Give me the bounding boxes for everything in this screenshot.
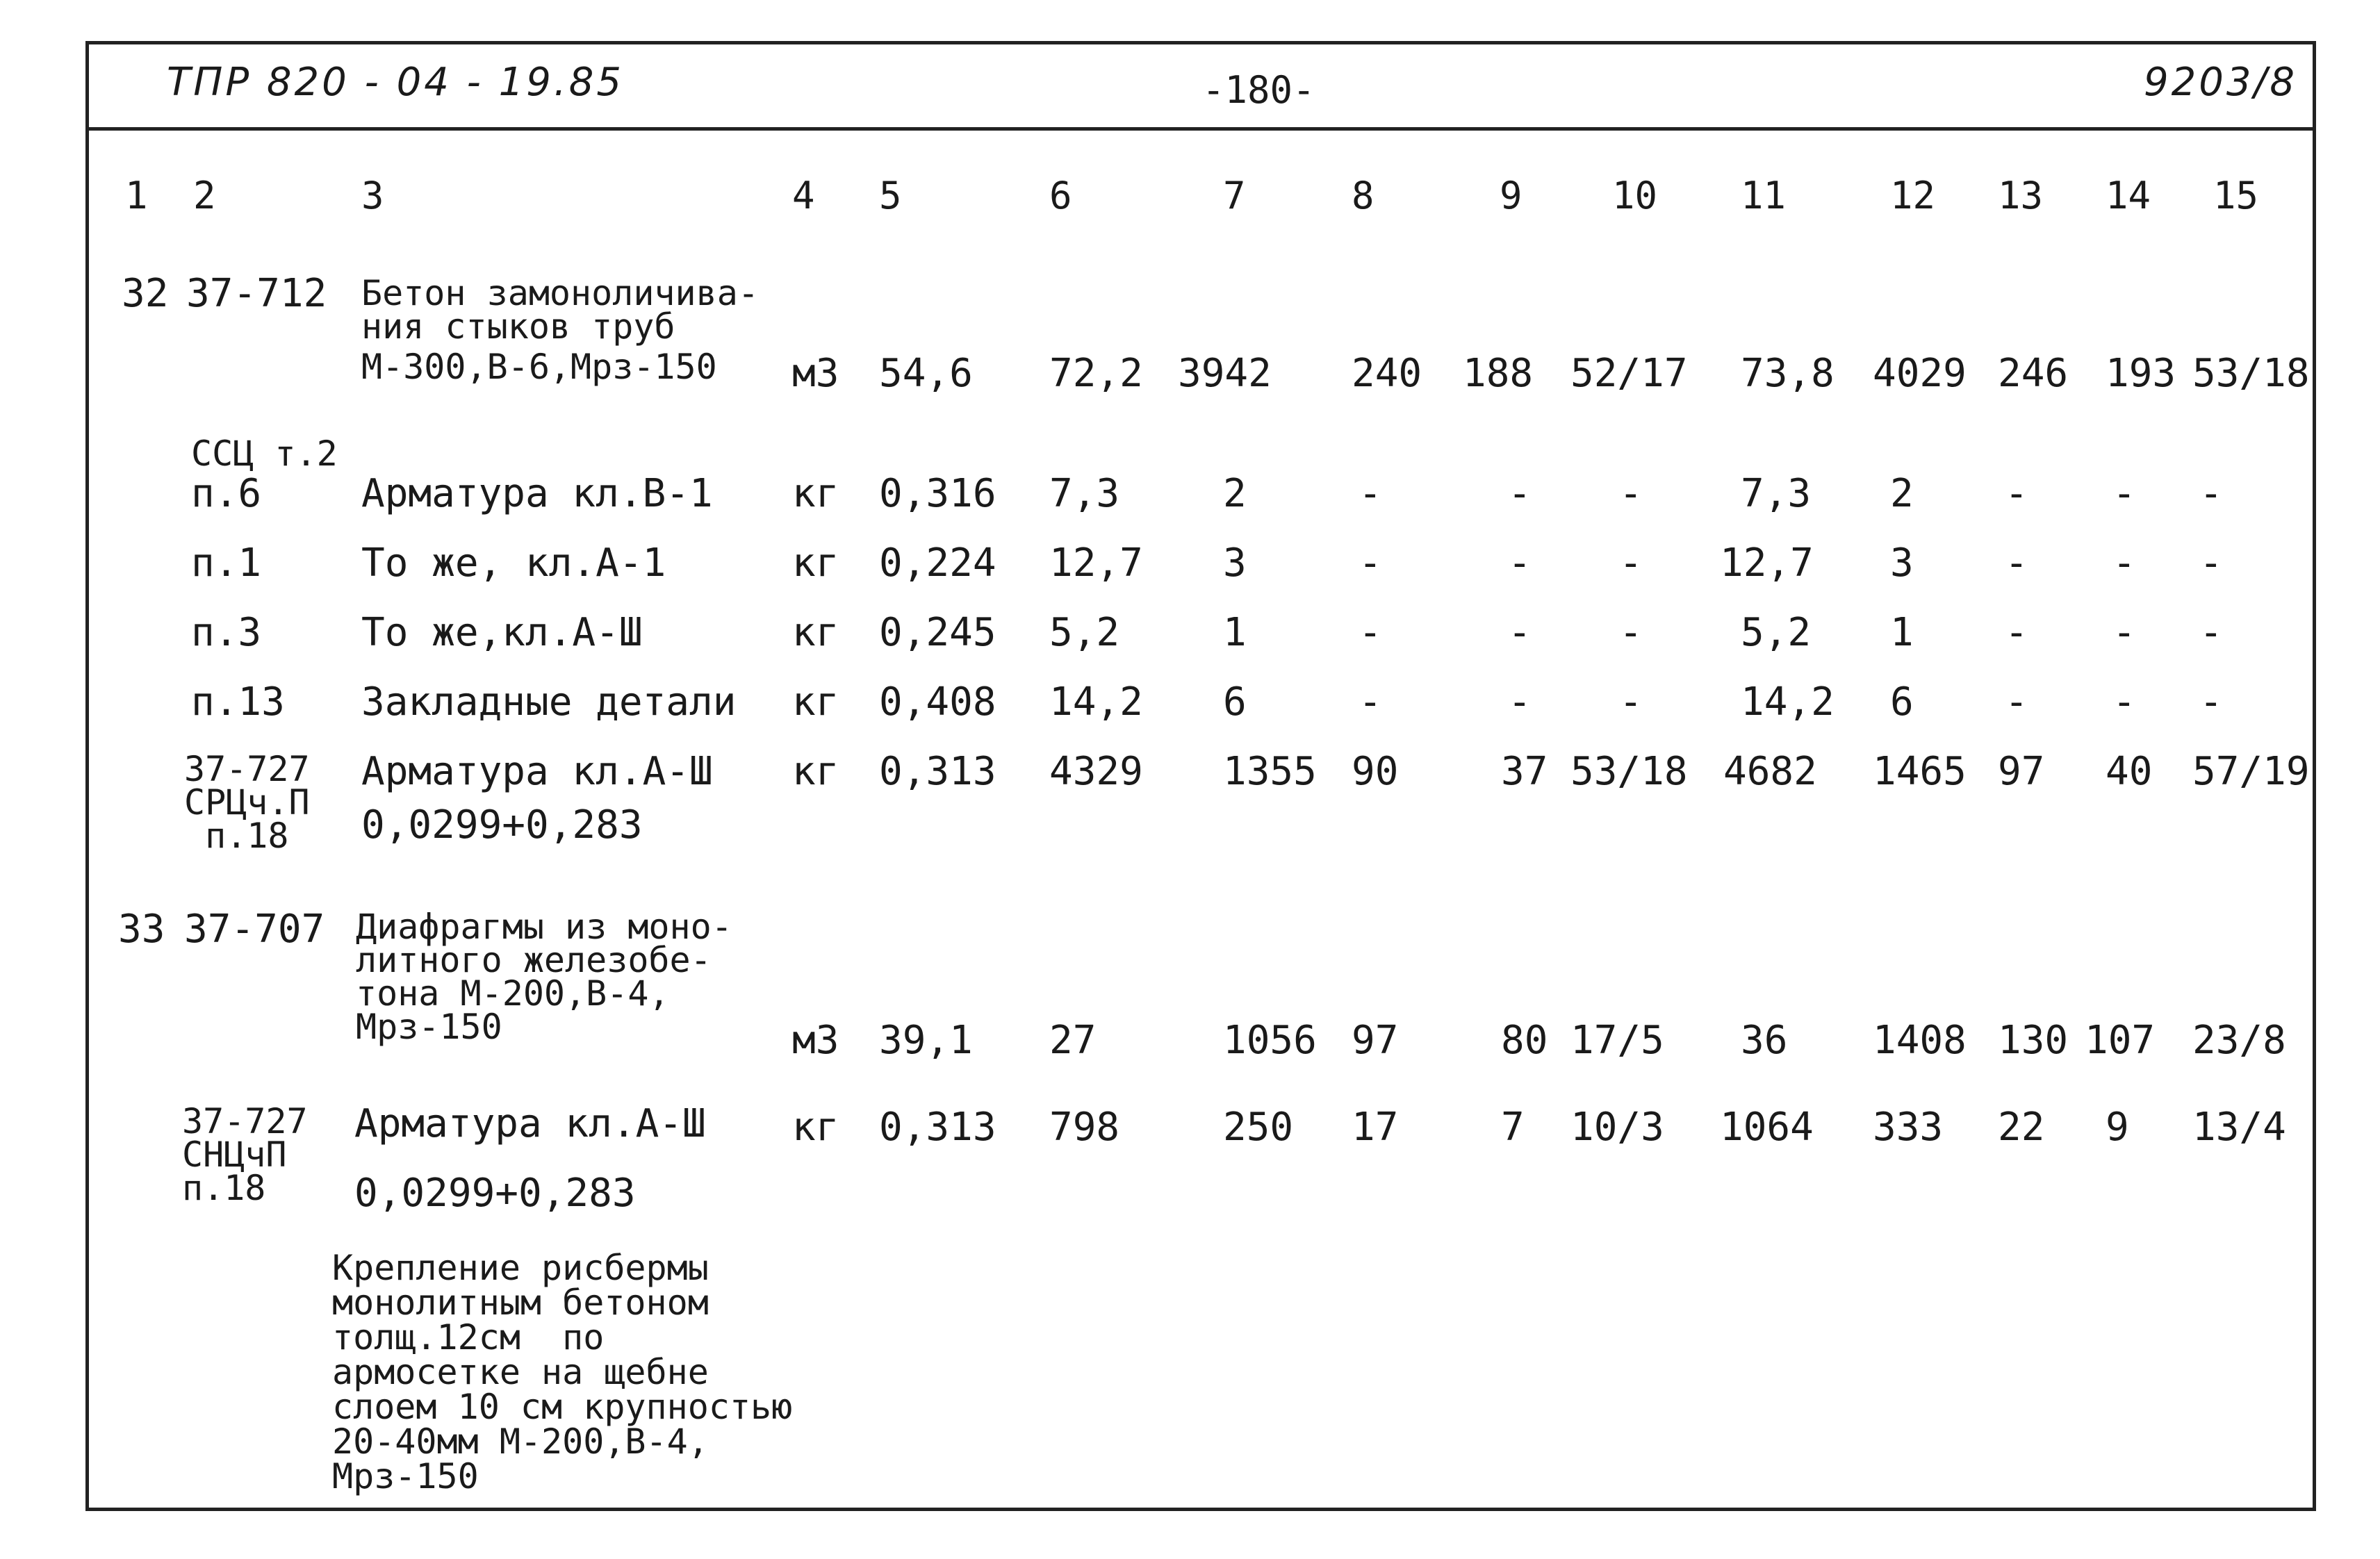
cell-c8: 240 [1352, 351, 1422, 396]
cell-c11: 36 [1741, 1018, 1788, 1063]
doc-code: ТПР 820 - 04 - 19.85 [167, 60, 624, 105]
cell-c5: 0,245 [879, 610, 996, 655]
cell-c9: 80 [1501, 1018, 1548, 1063]
cell-c8: - [1359, 610, 1382, 655]
col-7: 7 [1223, 174, 1246, 217]
cell-c10: 53/18 [1570, 749, 1688, 794]
item-name: Диафрагмы из моно- литного железобе- тона М-200,В-4, Мрз-150 [356, 907, 732, 1047]
cell-c14: - [2112, 610, 2136, 655]
cell-c14: 107 [2085, 1018, 2156, 1063]
col-3: 3 [361, 174, 384, 217]
cell-c13: 97 [1998, 749, 2045, 794]
item-name: То же,кл.А-Ш [361, 610, 643, 655]
cell-c10: 10/3 [1570, 1105, 1664, 1150]
cell-c12: 6 [1890, 679, 1914, 725]
cell-c9: - [1508, 679, 1532, 725]
cell-c15: 23/8 [2192, 1018, 2286, 1063]
cell-c7: 1056 [1223, 1018, 1317, 1063]
cell-c5: 0,313 [879, 749, 996, 794]
col-1: 1 [125, 174, 148, 217]
norm-code: п.1 [191, 541, 262, 586]
cell-c5: 0,316 [879, 471, 996, 516]
col-4: 4 [792, 174, 815, 217]
cell-c14: - [2112, 471, 2136, 516]
cell-c12: 1408 [1873, 1018, 1967, 1063]
cell-c5: 39,1 [879, 1018, 973, 1063]
cell-c7: 250 [1223, 1105, 1294, 1150]
unit: кг [792, 541, 839, 586]
cell-c15: - [2199, 610, 2223, 655]
col-8: 8 [1352, 174, 1374, 217]
cell-c11: 7,3 [1741, 471, 1812, 516]
norm-code: п.3 [191, 610, 262, 655]
norm-code: п.13 [191, 679, 285, 725]
cell-c6: 14,2 [1049, 679, 1143, 725]
cell-c6: 27 [1049, 1018, 1097, 1063]
cell-c9: - [1508, 471, 1532, 516]
cell-c12: 333 [1873, 1105, 1944, 1150]
col-12: 12 [1890, 174, 1936, 217]
unit: кг [792, 610, 839, 655]
cell-c13: - [2005, 610, 2028, 655]
item-name: Бетон замоноличива- ния стыков труб [361, 273, 759, 347]
cell-c10: - [1619, 471, 1643, 516]
unit: м3 [792, 351, 839, 396]
cell-c14: 9 [2106, 1105, 2129, 1150]
cell-c6: 72,2 [1049, 351, 1143, 396]
cell-c7: 3942 [1178, 351, 1272, 396]
norm-source: ССЦ т.2 [191, 434, 338, 474]
cell-c13: 246 [1998, 351, 2069, 396]
cell-c15: - [2199, 679, 2223, 725]
cell-c12: 1 [1890, 610, 1914, 655]
cell-c10: - [1619, 541, 1643, 586]
col-5: 5 [879, 174, 902, 217]
cell-c11: 1064 [1720, 1105, 1814, 1150]
cell-c6: 4329 [1049, 749, 1143, 794]
cell-c13: 130 [1998, 1018, 2069, 1063]
cell-c14: - [2112, 541, 2136, 586]
norm-code: 37-712 [186, 271, 327, 316]
cell-c5: 0,313 [879, 1105, 996, 1150]
cell-c8: 17 [1352, 1105, 1399, 1150]
cell-c11: 12,7 [1720, 541, 1814, 586]
norm-code: 37-707 [184, 907, 325, 952]
norm-code: 37-727 СРЦч.П п.18 [184, 749, 310, 856]
cell-c8: 97 [1352, 1018, 1399, 1063]
cell-c7: 1355 [1223, 749, 1317, 794]
norm-code: 37-727 СНЦчП п.18 [182, 1101, 308, 1208]
cell-c5: 0,408 [879, 679, 996, 725]
cell-c12: 1465 [1873, 749, 1967, 794]
cell-c6: 7,3 [1049, 471, 1120, 516]
cell-c5: 54,6 [879, 351, 973, 396]
item-formula: 0,0299+0,283 [361, 802, 643, 848]
cell-c7: 1 [1223, 610, 1247, 655]
cell-c6: 12,7 [1049, 541, 1143, 586]
cell-c8: - [1359, 541, 1382, 586]
cell-c10: - [1619, 610, 1643, 655]
cell-c8: - [1359, 679, 1382, 725]
unit: кг [792, 679, 839, 725]
cell-c11: 5,2 [1741, 610, 1812, 655]
unit: кг [792, 1105, 839, 1150]
item-name: Арматура кл.А-Ш [361, 749, 713, 794]
item-name-cont: М-300,В-6,Мрз-150 [361, 347, 717, 387]
cell-c15: 57/19 [2192, 749, 2310, 794]
item-name: Арматура кл.В-1 [361, 471, 713, 516]
row-number: 32 [122, 271, 169, 316]
cell-c11: 14,2 [1741, 679, 1835, 725]
col-15: 15 [2213, 174, 2259, 217]
col-2: 2 [193, 174, 216, 217]
cell-c6: 5,2 [1049, 610, 1120, 655]
cell-c15: - [2199, 471, 2223, 516]
unit: кг [792, 749, 839, 794]
col-13: 13 [1998, 174, 2044, 217]
cell-c7: 6 [1223, 679, 1247, 725]
cell-c15: - [2199, 541, 2223, 586]
col-6: 6 [1049, 174, 1072, 217]
cell-c13: - [2005, 679, 2028, 725]
cell-c11: 4682 [1723, 749, 1817, 794]
cell-c7: 2 [1223, 471, 1247, 516]
cell-c15: 53/18 [2192, 351, 2310, 396]
cell-c8: 90 [1352, 749, 1399, 794]
cell-c7: 3 [1223, 541, 1247, 586]
page-number: -180- [1202, 68, 1315, 112]
cell-c12: 3 [1890, 541, 1914, 586]
cell-c13: 22 [1998, 1105, 2045, 1150]
cell-c9: 37 [1501, 749, 1548, 794]
cell-c13: - [2005, 541, 2028, 586]
item-formula: 0,0299+0,283 [354, 1171, 636, 1216]
cell-c12: 2 [1890, 471, 1914, 516]
col-11: 11 [1741, 174, 1787, 217]
norm-code: п.6 [191, 471, 262, 516]
cell-c10: - [1619, 679, 1643, 725]
note-text: Крепление рисбермы монолитным бетоном толщ.12см по армосетке на щебне слоем 10 см крупностью 20-40мм М-200,В-4, Мрз-150 [332, 1248, 793, 1496]
cell-c11: 73,8 [1741, 351, 1835, 396]
cell-c14: - [2112, 679, 2136, 725]
cell-c10: 52/17 [1570, 351, 1688, 396]
col-9: 9 [1500, 174, 1523, 217]
cell-c6: 798 [1049, 1105, 1120, 1150]
item-name: Арматура кл.А-Ш [354, 1101, 706, 1146]
col-14: 14 [2106, 174, 2151, 217]
cell-c9: 188 [1463, 351, 1534, 396]
unit: кг [792, 471, 839, 516]
cell-c9: - [1508, 610, 1532, 655]
col-10: 10 [1612, 174, 1658, 217]
cell-c14: 40 [2106, 749, 2153, 794]
cell-c8: - [1359, 471, 1382, 516]
row-number: 33 [118, 907, 165, 952]
cell-c5: 0,224 [879, 541, 996, 586]
cell-c12: 4029 [1873, 351, 1967, 396]
cell-c9: 7 [1501, 1105, 1525, 1150]
cell-c14: 193 [2106, 351, 2176, 396]
item-name: Закладные детали [361, 679, 737, 725]
inventory-number: 9203/8 [2144, 60, 2298, 105]
cell-c15: 13/4 [2192, 1105, 2286, 1150]
cell-c10: 17/5 [1570, 1018, 1664, 1063]
cell-c13: - [2005, 471, 2028, 516]
unit: м3 [792, 1018, 839, 1063]
item-name: То же, кл.А-1 [361, 541, 666, 586]
header-divider [85, 127, 2316, 131]
cell-c9: - [1508, 541, 1532, 586]
